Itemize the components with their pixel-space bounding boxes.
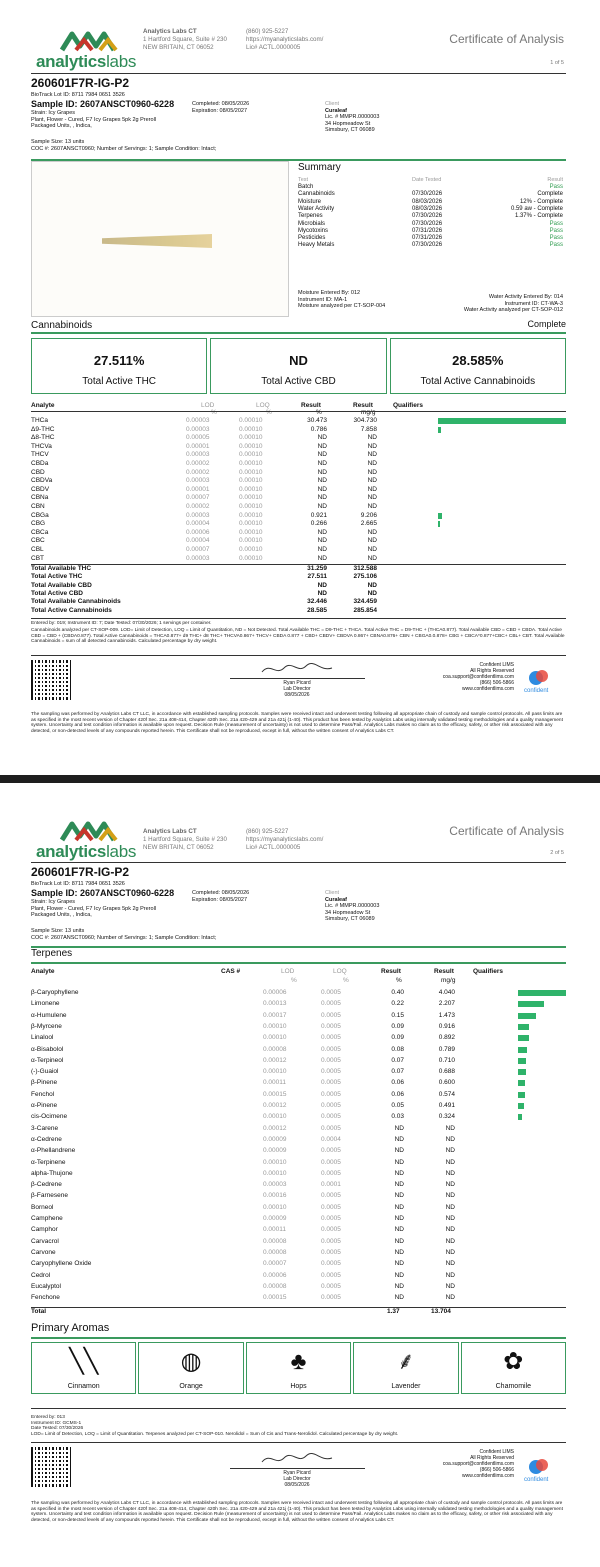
analyte-name: α-Phellandrene [31,1147,76,1155]
aroma-card [353,1342,458,1394]
analyte-name: CBDa [31,460,49,467]
table-row: β-Cedrene 0.00003 0.0001 ND ND [31,1181,455,1189]
aroma-label: Lavender [391,1383,421,1390]
table-row: Δ9-THC 0.00003 0.00010 0.786 7.858 [31,426,566,433]
summary-row: Moisture 08/03/2026 12% - Complete [298,198,563,205]
result-bar [518,1080,525,1086]
coa-page-2 [0,802,600,1567]
coa-page-1 [0,0,600,775]
signoff-block: Ryan Picard Lab Director 08/05/2026 [283,1470,311,1488]
summary-row: Heavy Metals 07/30/2026 Pass [298,242,563,249]
table-row: β-Caryophyllene 0.00006 0.0005 0.40 4.040 [31,989,566,996]
analyte-name: α-Pinene [31,1102,58,1109]
result-bar [438,521,440,527]
aroma-label: Hops [290,1383,307,1390]
analyte-name: Fenchol [31,1090,55,1098]
table-row: Linalool 0.00010 0.0005 0.09 0.892 [31,1034,566,1041]
aroma-label: Chamomile [495,1383,532,1390]
aromas-title: Primary Aromas [31,1322,110,1334]
biotrack-id: BioTrack Lot ID: 8711 7984 0651 3526 [31,92,125,98]
expiration-date: Expiration: 08/05/2027 [192,897,248,903]
result-bar [518,1024,529,1030]
lab-address: Analytics Labs CT 1 Hartford Square, Suite # 230 NEW BRITAIN, CT 06052 [143,28,227,51]
lab-url-link[interactable]: https://myanalyticslabs.com/ [246,36,324,43]
notes-divider [31,1442,566,1443]
lavender-icon: ⸙ [396,1348,415,1375]
cannabinoid-note-2: Cannabinoids analyzed per CT-SOP-009. LOD= Limit of Detection, LOQ = Limit of Quantitation, ND = Not Detected. Total Available THC = D9-THC + THCA. Total Active THC = D9-THC + (THCA0.877). Total Available CBD = CBD + CBDA. Total Active CBD = CBD + (CBDA0.877). Total Active Cannabinoids = THCA0.877+ d9 THC+ d8 THC+ THCVA0.867+ THCV+ CBDA 0.877 + CBD+ CBDV+ CBDVA 0.867+ CBNA0.876+ CBN + CBGA0.0.878+ CBG + CBCA*0.877+CBC+ CBL+ CBT. Total Available Cannabinoids = sum of all detected cannabinoids. Calculated percentage by dry weight. [31,628,565,645]
table-row: 3-Carene 0.00012 0.0005 ND ND [31,1124,455,1132]
analyte-name: CBGa [31,511,49,519]
lab-contact: (860) 925-5227 https://myanalyticslabs.com/ Lic# ACTL.0000005 [246,828,324,851]
completed-date: Completed: 08/05/2026 [192,101,250,107]
document-title: Certificate of Analysis [449,824,564,838]
disclaimer: The sampling was performed by Analytics Labs CT LLC, in accordance with established sampling protocols. Samples were received intact and underwent testing following all appropriate chain of custody and sample control protocols. All pass limits are as specified in the most recent version of Chapter 420f Sec. 21a 408-414, Chapter 420h Sec. 21a 420-429 and 21a 421j (1-40). This product has been tested by Analytics Labs using internally validated testing methodologies and a quality management system. Uncertainty and test condition information is available upon request. Decision Rule (measurement of uncertainty) is not used to determine Pass/Fail. Analytics Labs makes no claim as to the efficacy, safety, or other risk associated with any detected, or non-detected levels of any compounds reported herein. This Certificate shall not be reproduced, except in full, without the written consent of Analytics Labs CT. [31,1501,563,1523]
analyte-name: β-Farnesene [31,1192,68,1200]
preroll-image [102,234,212,248]
table-row: cis-Ocimene 0.00010 0.0005 0.03 0.324 [31,1113,566,1120]
summary-row: Batch Pass [298,184,563,190]
table-row: CBGa 0.00003 0.00010 0.921 9.206 [31,512,566,519]
table-row: CBCa 0.00006 0.00010 ND ND [31,528,377,536]
summary-header: Test Date Tested Result [298,177,563,183]
table-row: β-Pinene 0.00011 0.0005 0.06 0.600 [31,1079,566,1086]
summary-row: Mycotoxins 07/31/2026 Pass [298,227,563,234]
cannabinoid-note-1: Entered by: 019; Instrument ID: 7; Date Tested: 07/30/2026; 1 servings per container. [31,621,212,626]
table-row: Camphene 0.00009 0.0005 ND ND [31,1215,455,1222]
analyte-name: CBG [31,520,46,528]
client-block: Client Curaleaf Lic. # MMPR.0000003 34 Hopmeadow St Simsbury, CT 06089 [325,890,380,923]
analyte-name: CBL [31,546,44,553]
table-row: CBDVa 0.00003 0.00010 ND ND [31,477,377,485]
table-row: Fenchol 0.00015 0.0005 0.06 0.574 [31,1091,566,1098]
cinnamon-icon: ╲╲ [69,1348,99,1375]
aroma-label: Orange [179,1383,203,1390]
analyte-name: Camphor [31,1226,58,1234]
lab-url-link[interactable]: https://myanalyticslabs.com/ [246,836,324,843]
table-row: β-Farnesene 0.00016 0.0005 ND ND [31,1192,455,1200]
completed-date: Completed: 08/05/2026 [192,890,250,896]
analyte-name: CBDV [31,485,50,493]
analyte-name: Δ8-THC [31,434,55,442]
signature-line [230,1468,365,1469]
table-row: Limonene 0.00013 0.0005 0.22 2.207 [31,1000,566,1007]
document-title: Certificate of Analysis [449,32,564,46]
table-row: α-Pinene 0.00012 0.0005 0.05 0.491 [31,1102,566,1109]
aroma-card [246,1342,351,1394]
notes-divider [31,1408,566,1409]
terpene-total-row: Total 1.37 13.704 [31,1308,451,1315]
terpenes-title: Terpenes [31,948,73,959]
summary-row: Pesticides 07/31/2026 Pass [298,235,563,242]
sample-id: Sample ID: 2607ANSCT0960-6228 [31,888,175,898]
analyte-name: Caryophyllene Oxide [31,1260,92,1268]
sample-size: Sample Size: 13 units COC #: 2607ANSCT0960; Number of Servings: 1; Sample Condition: Intact; [31,139,217,152]
client-block: Client Curaleaf Lic. # MMPR.0000003 34 Hopmeadow St Simsbury, CT 06089 [325,101,380,134]
aroma-card [31,1342,136,1394]
table-row: Eucalyptol 0.00008 0.0005 ND ND [31,1282,455,1290]
table-header-rule [31,411,566,412]
sample-id: Sample ID: 2607ANSCT0960-6228 [31,99,175,109]
table-row: Caryophyllene Oxide 0.00007 0.0005 ND ND [31,1260,455,1268]
table-row: Fenchone 0.00015 0.0005 ND ND [31,1294,455,1302]
product-photo [31,161,289,317]
table-row: CBDa 0.00002 0.00010 ND ND [31,460,377,467]
signature-icon [258,1450,338,1468]
total-row: Total Available Cannabinoids 32.446 324.459 [31,598,377,606]
notes-divider [31,655,566,656]
result-bar [518,1035,529,1041]
total-row: Total Available CBD ND ND [31,581,377,589]
table-row: α-Bisabolol 0.00008 0.0005 0.08 0.789 [31,1046,566,1053]
analyte-name: α-Humulene [31,1011,67,1019]
table-row: Camphor 0.00011 0.0005 ND ND [31,1226,455,1234]
water-note: Water Activity Entered By: 014 Instrument ID: CT-WA-3 Water Activity analyzed per CT-SOP-012 [463,294,563,314]
analyte-name: Linalool [31,1034,54,1042]
table-row: Carvone 0.00008 0.0005 ND ND [31,1248,455,1256]
analyte-name: CBN [31,503,45,510]
table-row: CBD 0.00002 0.00010 ND ND [31,468,377,476]
summary-row: Cannabinoids 07/30/2026 Complete [298,191,563,198]
cannabinoid-totals [31,338,566,394]
signoff-block: Ryan Picard Lab Director 08/05/2026 [283,680,311,698]
header-divider [31,862,566,863]
qr-code-icon[interactable] [31,660,71,700]
analyte-name: Carvacrol [31,1237,59,1245]
summary-row: Water Activity 08/03/2026 0.59 aw - Complete [298,205,563,212]
table-row: Borneol 0.00010 0.0005 ND ND [31,1203,455,1211]
analyte-name: CBDVa [31,477,53,485]
chamomile-icon: ✿ [503,1348,524,1375]
table-row: Δ8-THC 0.00005 0.00010 ND ND [31,434,377,442]
table-row: α-Terpineol 0.00012 0.0005 0.07 0.710 [31,1057,566,1064]
section-divider [31,332,566,334]
table-row: α-Phellandrene 0.00009 0.0005 ND ND [31,1147,455,1155]
expiration-date: Expiration: 08/05/2027 [192,108,248,114]
result-bar [518,1058,526,1064]
result-bar [518,1069,526,1075]
analyte-name: Cedrol [31,1271,51,1279]
summary-panel [298,162,566,322]
signature-icon [258,660,338,678]
table-row: Carvacrol 0.00008 0.0005 ND ND [31,1237,455,1245]
summary-title: Summary [298,162,341,173]
confident-logo-icon [528,668,550,688]
table-row: CBC 0.00004 0.00010 ND ND [31,537,377,545]
qr-code-icon[interactable] [31,1447,71,1487]
moisture-note: Moisture Entered By: 012 Instrument ID: MA-1 Moisture analyzed per CT-SOP-004 [298,290,386,310]
result-bar [438,418,566,424]
cannabinoid-table-header: Analyte LOD LOQ Result Result Qualifiers % % % mg/g [31,402,423,416]
cannabinoids-title: Cannabinoids [31,320,93,331]
table-row: CBL 0.00007 0.00010 ND ND [31,546,377,553]
table-row: alpha-Thujone 0.00010 0.0005 ND ND [31,1169,455,1177]
table-row: THCa 0.00003 0.00010 30.473 304.730 [31,417,566,424]
summary-row: Terpenes 07/30/2026 1.37% - Complete [298,213,563,220]
analyte-name: α-Terpinene [31,1158,66,1166]
cannabinoids-status: Complete [527,319,566,329]
analyte-name: (-)-Guaiol [31,1068,59,1076]
table-row: CBT 0.00003 0.00010 ND ND [31,554,377,562]
signature-line [230,678,365,679]
table-row: CBG 0.00004 0.00010 0.266 2.665 [31,520,566,527]
confident-logo-icon [528,1457,550,1477]
table-row: CBDV 0.00001 0.00010 ND ND [31,485,377,493]
lab-address: Analytics Labs CT 1 Hartford Square, Suite # 230 NEW BRITAIN, CT 06052 [143,828,227,851]
result-bar [518,1103,524,1109]
result-bar [518,1114,522,1120]
biotrack-id: BioTrack Lot ID: 8711 7984 0651 3526 [31,881,125,887]
orange-icon: ◍ [180,1348,202,1375]
hops-icon: ♣ [290,1348,307,1375]
analyte-name: β-Caryophyllene [31,989,79,996]
section-divider [31,1337,566,1339]
page-number: 1 of 5 [550,60,564,66]
analyte-name: CBNa [31,494,49,502]
table-row: α-Terpinene 0.00010 0.0005 ND ND [31,1158,455,1166]
sample-details: Strain: Icy Grapes Plant, Flower - Cured, F7 Icy Grapes 5pk 2g Preroll Packaged Units, , Indica, [31,110,157,130]
table-row: THCVa 0.00001 0.00010 ND ND [31,442,377,450]
analyte-name: alpha-Thujone [31,1169,73,1177]
confident-lims-block: Confident LIMS All Rights Reserved coa.support@confidentlims.com (866) 506-5866 www.confidentlims.com [442,662,514,692]
table-row: Cedrol 0.00006 0.0005 ND ND [31,1271,455,1279]
analyte-name: Eucalyptol [31,1282,61,1290]
analyte-name: Borneol [31,1203,54,1211]
sample-code: 260601F7R-IG-P2 [31,865,130,879]
analyte-name: α-Cedrene [31,1135,62,1143]
result-bar [438,427,441,433]
analyte-name: β-Cedrene [31,1181,62,1189]
analyte-name: β-Pinene [31,1079,58,1087]
analyte-name: Limonene [31,1000,60,1008]
table-row: α-Humulene 0.00017 0.0005 0.15 1.473 [31,1012,566,1019]
analyte-name: THCV [31,451,49,459]
table-row: CBN 0.00002 0.00010 ND ND [31,503,377,510]
disclaimer: The sampling was performed by Analytics Labs CT LLC, in accordance with established sampling protocols. Samples were received intact and underwent testing following all appropriate chain of custody and sample control protocols. All pass limits are as specified in the most recent version of Chapter 420f Sec. 21a 408-414, Chapter 420h Sec. 21a 420-429 and 21a 421j (1-40). This product has been tested by Analytics Labs using internally validated testing methodologies and a quality management system. Uncertainty and test condition information is available upon request. Decision Rule (measurement of uncertainty) is not used to determine Pass/Fail. Analytics Labs makes no claim as to the efficacy, safety, or other risk associated with any detected, or non-detected levels of any compounds reported herein. This Certificate shall not be reproduced, except in full, without the written consent of Analytics Labs CT. [31,712,563,734]
analyte-name: Camphene [31,1215,63,1222]
aroma-card [461,1342,566,1394]
total-row: Total Available THC 31.259 312.588 [31,565,377,572]
analyte-name: α-Bisabolol [31,1045,64,1053]
confident-brand: confident [524,688,549,694]
analyte-name: cis-Ocimene [31,1113,68,1121]
confident-lims-block: Confident LIMS All Rights Reserved coa.support@confidentlims.com (866) 506-5866 www.confidentlims.com [442,1449,514,1479]
analyte-name: 3-Carene [31,1124,59,1132]
table-row: CBNa 0.00007 0.00010 ND ND [31,494,377,502]
aroma-label: Cinnamon [67,1383,100,1390]
logo-wordmark: analyticslabs [36,842,137,861]
analyte-name: Δ9-THC [31,425,55,433]
result-bar [518,1013,536,1019]
analyte-name: THCa [31,417,48,424]
result-bar [518,1047,527,1053]
analyte-name: Fenchone [31,1294,60,1302]
section-divider [31,962,566,964]
table-row: (-)-Guaiol 0.00010 0.0005 0.07 0.688 [31,1068,566,1075]
result-bar [438,513,442,519]
header-divider [31,73,566,74]
aromas-row [31,1342,566,1394]
sample-size: Sample Size: 13 units COC #: 2607ANSCT0960; Number of Servings: 1; Sample Condition: Intact; [31,928,217,941]
page-number: 2 of 5 [550,850,564,856]
analyte-name: THCVa [31,442,52,450]
terpene-table-header: Analyte CAS # LOD LOQ Result Result Qualifiers % % % mg/g [31,968,503,984]
sample-code: 260601F7R-IG-P2 [31,76,130,90]
total-row: Total Active Cannabinoids 28.585 285.854 [31,606,377,614]
analyte-name: CBD [31,468,45,476]
analyte-name: Carvone [31,1248,56,1256]
total-cannabinoids-box: 28.585% Total Active Cannabinoids [390,338,566,394]
result-bar [518,1092,525,1098]
total-thc-box: 27.511% Total Active THC [31,338,207,394]
analyte-name: CBC [31,537,45,545]
analyte-name: β-Myrcene [31,1022,62,1030]
summary-row: Microbials 07/30/2026 Pass [298,220,563,227]
total-row: Total Active THC 27.511 275.106 [31,573,377,581]
terpene-notes: Entered by: 013 Instrument ID: GCMS-1 Date Tested: 07/30/2026 LOD= Limit of Detection, LOQ = Limit of Quantitation. Terpenes analyzed per CT-SOP-010. Nerolidol = Sum of Cis and Trans-Nerolidol. Calculated percentage by dry weight. [31,1415,399,1437]
total-cbd-box: ND Total Active CBD [210,338,386,394]
page-separator [0,775,600,802]
total-row: Total Active CBD ND ND [31,589,377,597]
table-bottom-rule [31,618,566,619]
result-bar [518,990,566,996]
table-row: α-Cedrene 0.00009 0.0004 ND ND [31,1135,455,1143]
table-row: β-Myrcene 0.00010 0.0005 0.09 0.916 [31,1023,566,1030]
logo-wordmark: analyticslabs [36,52,137,71]
analyte-name: CBT [31,554,44,562]
analyte-name: α-Terpineol [31,1056,64,1064]
section-divider [31,946,566,948]
lab-contact: (860) 925-5227 https://myanalyticslabs.com/ Lic# ACTL.0000005 [246,28,324,51]
analyte-name: CBCa [31,528,49,536]
aroma-card [138,1342,243,1394]
table-row: THCV 0.00003 0.00010 ND ND [31,451,377,459]
result-bar [518,1001,544,1007]
confident-brand: confident [524,1477,549,1483]
sample-details: Strain: Icy Grapes Plant, Flower - Cured, F7 Icy Grapes 5pk 2g Preroll Packaged Units, , Indica, [31,899,157,919]
